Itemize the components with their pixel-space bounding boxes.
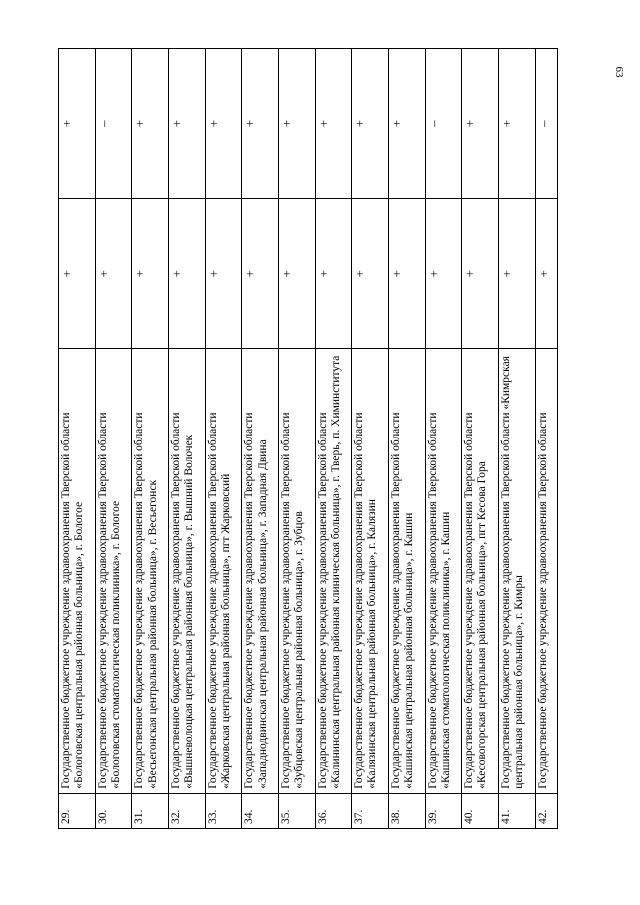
mark-column-b: + [352,49,389,199]
institution-name: Государственное бюджетное учреждение здравоохранения Тверской области «Бологовская центральная районная больница», г. Бологое [59,349,96,793]
table-row [242,49,279,829]
institution-name: Государственное бюджетное учреждение здравоохранения Тверской области «Калининская центральная районная клиническая больница», г. Тверь, п. Химинститута [315,349,352,793]
row-number: 41. [498,793,535,828]
institution-name: Государственное бюджетное учреждение здравоохранения Тверской области «Кесовогорская центральная районная больница», пгт Кесова Гора [462,349,499,793]
institution-name: Государственное бюджетное учреждение здравоохранения Тверской области «Бологовская стоматологическая поликлиника», г. Бологое [95,349,132,793]
mark-column-b: – [425,49,462,199]
mark-column-b: + [278,49,315,199]
row-number: 39. [425,793,462,828]
institution-name: Государственное бюджетное учреждение здравоохранения Тверской области [535,349,557,793]
mark-column-b: + [59,49,96,199]
page-number: 63 [613,66,625,78]
mark-column-a: + [425,199,462,349]
row-number: 30. [95,793,132,828]
row-number: 42. [535,793,557,828]
institution-name: Государственное бюджетное учреждение здравоохранения Тверской области «Весьегонская центральная районная больница», г. Весьегонск [132,349,169,793]
row-number: 40. [462,793,499,828]
mark-column-b: + [315,49,352,199]
institution-name: Государственное бюджетное учреждение здравоохранения Тверской области «Вышневолоцкая центральная районная больница», г. Вышний Волочек [168,349,205,793]
mark-column-a: + [132,199,169,349]
mark-column-a: + [278,199,315,349]
table-row [132,49,169,829]
table-row [95,49,132,829]
mark-column-a: + [95,199,132,349]
row-number: 31. [132,793,169,828]
institution-name: Государственное бюджетное учреждение здравоохранения Тверской области «Кашинская центральная районная больница», г. Кашин [388,349,425,793]
row-number: 35. [278,793,315,828]
mark-column-a: + [388,199,425,349]
institution-name: Государственное бюджетное учреждение здравоохранения Тверской области «Жарковская центральная районная больница», пгт Жарковский [205,349,242,793]
table-row [278,49,315,829]
row-number: 33. [205,793,242,828]
institution-name: Государственное бюджетное учреждение здравоохранения Тверской области «Кимрская центральная районная больница», г. Кимры [498,349,535,793]
mark-column-a: + [462,199,499,349]
row-number: 29. [59,793,96,828]
mark-column-a: + [498,199,535,349]
institution-name: Государственное бюджетное учреждение здравоохранения Тверской области «Калязинская центральная районная больница», г. Калязин [352,349,389,793]
institution-name: Государственное бюджетное учреждение здравоохранения Тверской области «Зубцовская центральная районная больница», г. Зубцов [278,349,315,793]
row-number: 32. [168,793,205,828]
mark-column-b: – [535,49,557,199]
mark-column-b: + [498,49,535,199]
table-row [59,49,96,829]
mark-column-b: + [242,49,279,199]
mark-column-b: + [462,49,499,199]
document-table-rotated [58,48,558,829]
mark-column-b: + [388,49,425,199]
row-number: 36. [315,793,352,828]
mark-column-a: + [315,199,352,349]
table-row [462,49,499,829]
table-row [535,49,557,829]
mark-column-b: + [205,49,242,199]
mark-column-b: – [95,49,132,199]
row-number: 37. [352,793,389,828]
table-row [352,49,389,829]
mark-column-a: + [205,199,242,349]
institution-name: Государственное бюджетное учреждение здравоохранения Тверской области «Кашинская стоматологическая поликлиника», г. Кашин [425,349,462,793]
table-row [315,49,352,829]
institutions-table [58,48,558,829]
mark-column-b: + [168,49,205,199]
table-row [498,49,535,829]
mark-column-a: + [168,199,205,349]
mark-column-a: + [59,199,96,349]
mark-column-a: + [535,199,557,349]
mark-column-b: + [132,49,169,199]
row-number: 34. [242,793,279,828]
table-row [205,49,242,829]
table-row [168,49,205,829]
mark-column-a: + [352,199,389,349]
row-number: 38. [388,793,425,828]
institution-name: Государственное бюджетное учреждение здравоохранения Тверской области «Западнодвинская центральная районная больница», г. Западная Двина [242,349,279,793]
table-row [388,49,425,829]
mark-column-a: + [242,199,279,349]
table-row [425,49,462,829]
